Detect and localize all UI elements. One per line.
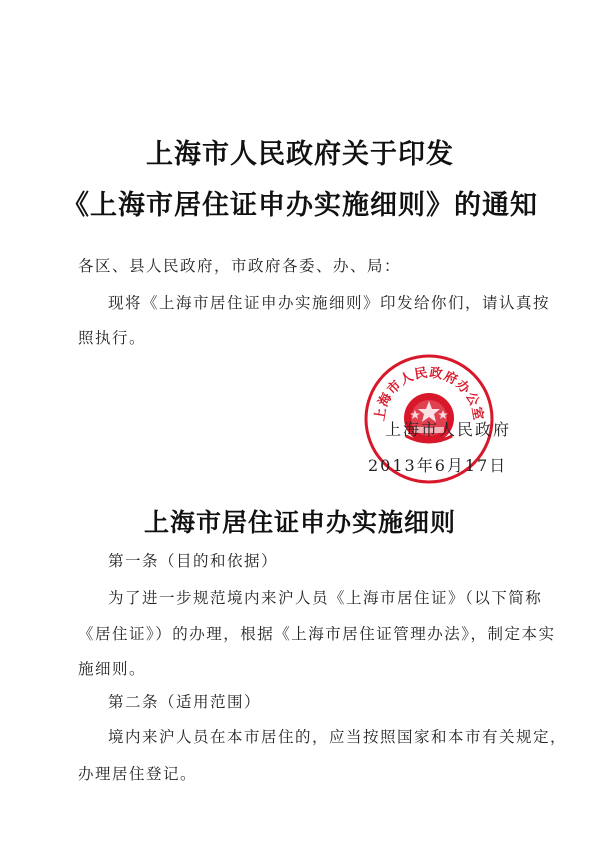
article-2-line-1: 境内来沪人员在本市居住的，应当按照国家和本市有关规定， — [108, 728, 568, 746]
addressee: 各区、县人民政府，市政府各委、办、局： — [78, 257, 402, 275]
article-2-line-2: 办理居住登记。 — [78, 765, 198, 783]
svg-text:上海市人民政府办公室: 上海市人民政府办公室 — [372, 365, 486, 423]
body-line-1: 现将《上海市居住证申办实施细则》印发给你们，请认真按 — [108, 294, 551, 312]
body-line-2: 照执行。 — [78, 329, 147, 347]
article-1-line-3: 施细则。 — [78, 660, 147, 678]
rules-heading: 上海市居住证申办实施细则 — [143, 508, 456, 537]
article-1-line-1: 为了进一步规范境内来沪人员《上海市居住证》（以下简称 — [108, 589, 543, 607]
article-2-heading: 第二条（适用范围） — [108, 693, 262, 711]
notice-title-line2: 《上海市居住证申办实施细则》的通知 — [62, 190, 538, 221]
signature-org: 上海市人民政府 — [385, 420, 512, 439]
notice-title-line1: 上海市人民政府关于印发 — [146, 139, 454, 170]
signature-date: 2013年6月17日 — [368, 456, 508, 475]
article-1-line-2: 《居住证》）的办理，根据《上海市居住证管理办法》，制定本实 — [78, 625, 556, 643]
article-1-heading: 第一条（目的和依据） — [108, 552, 279, 570]
